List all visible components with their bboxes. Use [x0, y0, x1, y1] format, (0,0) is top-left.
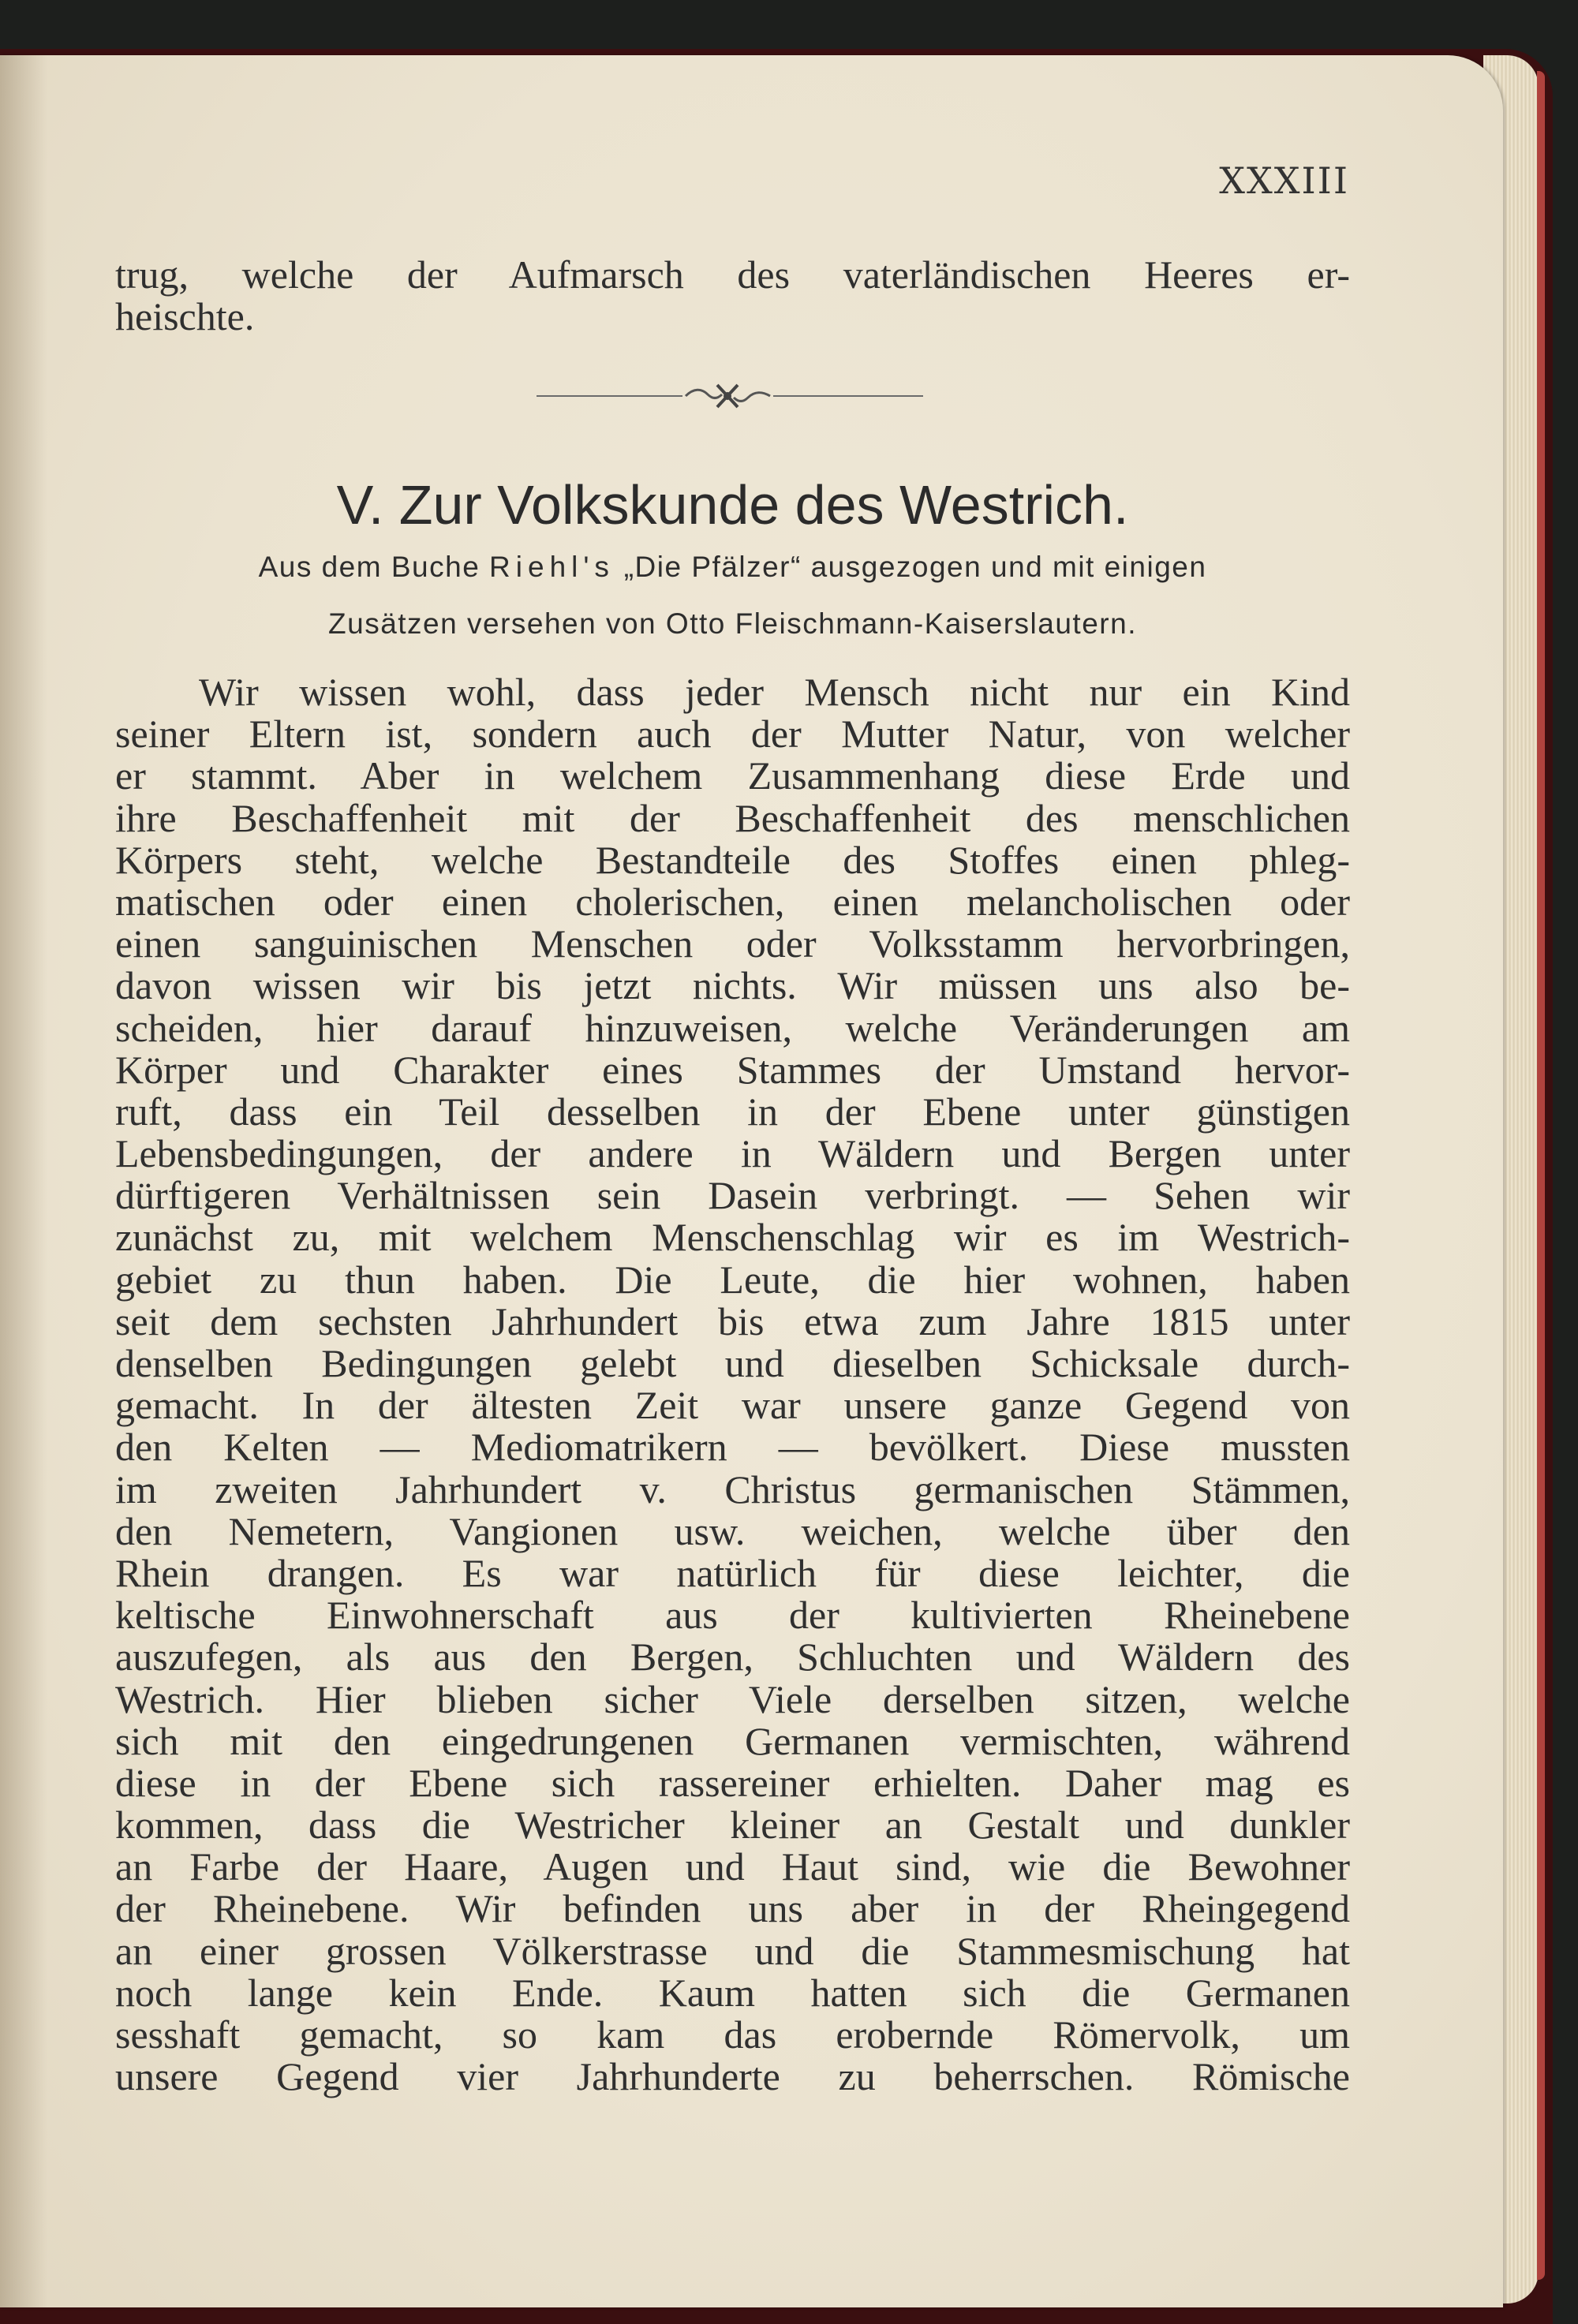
- text-line: seiner Eltern ist, sondern auch der Mutter Natur, von welcher: [115, 712, 1350, 757]
- text-line: sich mit den eingedrungenen Germanen vermischten, während: [115, 1718, 1350, 1763]
- chapter-title: V. Zur Volkskunde des Westrich.: [336, 474, 1129, 536]
- text-line: scheiden, hier darauf hinzuweisen, welche Veränderungen am: [115, 1005, 1350, 1050]
- text-line: er stammt. Aber in welchem Zusammenhang diese Erde und: [115, 753, 1350, 798]
- text-line: den Nemetern, Vangionen usw. weichen, welche über den: [115, 1508, 1350, 1553]
- subtitle-rest: „Die Pfälzer“ ausgezogen und mit einigen: [614, 551, 1207, 583]
- text-line: Lebensbedingungen, der andere in Wäldern und Bergen unter: [115, 1131, 1350, 1176]
- text-line: heischte.: [115, 294, 255, 339]
- text-line: im zweiten Jahrhundert v. Christus germanischen Stämmen,: [115, 1467, 1350, 1511]
- text-line: trug, welche der Aufmarsch des vaterländischen Heeres er-: [115, 252, 1350, 297]
- gutter-shadow: [0, 55, 47, 2307]
- text-line: Körper und Charakter eines Stammes der Umstand hervor-: [115, 1047, 1350, 1092]
- text-line: an einer grossen Völkerstrasse und die Stammesmischung hat: [115, 1928, 1350, 1973]
- text-line: diese in der Ebene sich rassereiner erhielten. Daher mag es: [115, 1760, 1350, 1805]
- text-line: kommen, dass die Westricher kleiner an Gestalt und dunkler: [115, 1803, 1350, 1848]
- text-line: sesshaft gemacht, so kam das erobernde Römervolk, um: [115, 2012, 1350, 2057]
- body-paragraph: [115, 671, 1350, 2098]
- divider-rule-right: [773, 395, 923, 397]
- text-line: Westrich. Hier blieben sicher Viele derselben sitzen, welche: [115, 1676, 1350, 1721]
- text-line: an Farbe der Haare, Augen und Haut sind, wie die Bewohner: [115, 1844, 1350, 1889]
- text-line: gemacht. In der ältesten Zeit war unsere ganze Gegend von: [115, 1383, 1350, 1428]
- red-page-edge: [1537, 71, 1545, 2280]
- text-line: zunächst zu, mit welchem Menschenschlag wir es im Westrich-: [115, 1215, 1350, 1260]
- text-line: seit dem sechsten Jahrhundert bis etwa zum Jahre 1815 unter: [115, 1298, 1350, 1343]
- text-line: Rhein drangen. Es war natürlich für diese leichter, die: [115, 1550, 1350, 1595]
- text-line: keltische Einwohnerschaft aus der kultivierten Rheinebene: [115, 1593, 1350, 1638]
- text-line: Körpers steht, welche Bestandteile des Stoffes einen phleg-: [115, 837, 1350, 882]
- text-line: dürftigeren Verhältnissen sein Dasein verbringt. — Sehen wir: [115, 1173, 1350, 1218]
- text-line: ruft, dass ein Teil desselben in der Ebene unter günstigen: [115, 1089, 1350, 1134]
- text-line: der Rheinebene. Wir befinden uns aber in der Rheingegend: [115, 1886, 1350, 1931]
- text-line: davon wissen wir bis jetzt nichts. Wir müssen uns also be-: [115, 963, 1350, 1008]
- text-line: gebiet zu thun haben. Die Leute, die hier wohnen, haben: [115, 1257, 1350, 1302]
- subtitle-prefix: Aus dem Buche: [258, 551, 490, 583]
- continuation-paragraph: [115, 254, 1350, 338]
- chapter-subtitle-line-1: [115, 551, 1350, 584]
- text-line: den Kelten — Mediomatrikern — bevölkert. Diese mussten: [115, 1425, 1350, 1470]
- section-divider-ornament: [537, 379, 923, 413]
- subtitle-author-name: Riehl's: [489, 551, 615, 583]
- text-line: noch lange kein Ende. Kaum hatten sich die Germanen: [115, 1970, 1350, 2015]
- text-line: einen sanguinischen Menschen oder Volksstamm hervorbringen,: [115, 921, 1350, 966]
- text-line: matischen oder einen cholerischen, einen melancholischen oder: [115, 879, 1350, 924]
- text-line: Wir wissen wohl, dass jeder Mensch nicht nur ein Kind: [199, 670, 1350, 714]
- fleuron-icon: [682, 379, 773, 413]
- page-number: XXXIII: [1219, 159, 1349, 202]
- text-line: denselben Bedingungen gelebt und dieselben Schicksale durch-: [115, 1341, 1350, 1385]
- chapter-subtitle-line-2: Zusätzen versehen von Otto Fleischmann-Kaiserslautern.: [328, 607, 1137, 640]
- text-line: auszufegen, als aus den Bergen, Schluchten und Wäldern des: [115, 1635, 1350, 1679]
- text-line: unsere Gegend vier Jahrhunderte zu beherrschen. Römische: [115, 2054, 1350, 2099]
- divider-rule-left: [537, 395, 682, 397]
- text-line: ihre Beschaffenheit mit der Beschaffenheit des menschlichen: [115, 795, 1350, 840]
